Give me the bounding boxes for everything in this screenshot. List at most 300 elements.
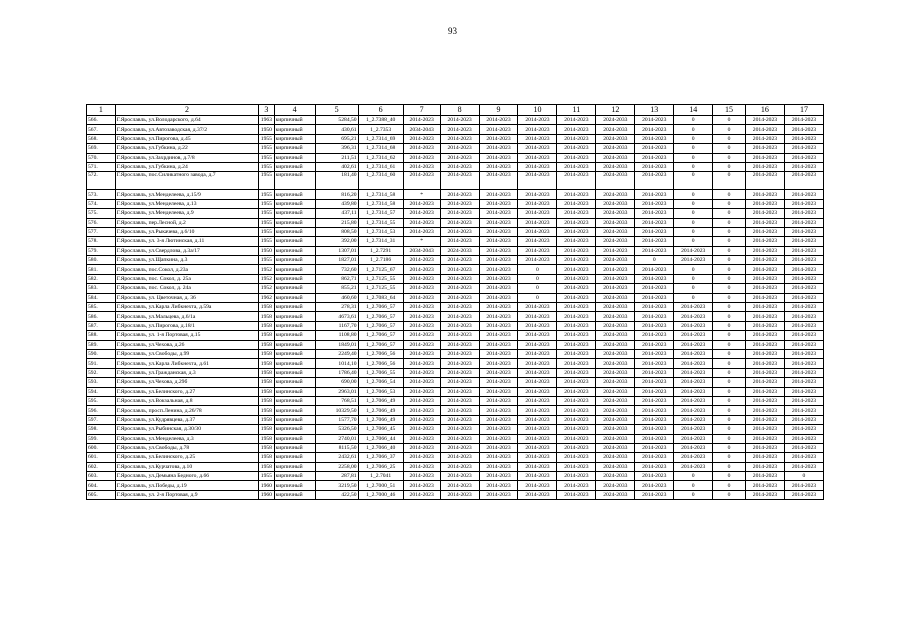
- table-cell: 592.: [87, 368, 116, 377]
- table-cell: 2014-2023: [557, 359, 596, 368]
- table-cell: 2014-2023: [479, 321, 518, 330]
- table-cell: 2014-2023: [557, 415, 596, 424]
- table-cell: Г.Ярославль, ул.Чехова, д.26: [115, 340, 259, 349]
- table-cell: 2014-2023: [479, 162, 518, 171]
- table-cell: 1014,10: [315, 359, 358, 368]
- table-cell: Г.Ярославль, ул.Победы, д.19: [115, 481, 259, 490]
- table-cell: 2014-2023: [440, 125, 479, 134]
- table-cell: *: [403, 190, 440, 199]
- table-cell: 2014-2023: [479, 415, 518, 424]
- table-cell: 2014-2023: [635, 116, 674, 125]
- table-cell: кирпичный: [274, 368, 315, 377]
- table-cell: 2014-2023: [440, 237, 479, 246]
- table-cell: 0: [713, 481, 746, 490]
- table-cell: 1_2.7083_64: [358, 293, 403, 302]
- table-cell: 1_2.7314_58: [358, 190, 403, 199]
- table-cell: 603.: [87, 472, 116, 481]
- table-cell: Г.Ярославль, ул.Менделеева, д.9: [115, 209, 259, 218]
- table-cell: Г.Ярославль, ул.Автозаводская, д.37/2: [115, 125, 259, 134]
- table-cell: 2014-2023: [745, 237, 784, 246]
- table-cell: Г.Ярославль, ул.Рыбинская, д.30/30: [115, 425, 259, 434]
- table-cell: 2024-2033: [596, 312, 635, 321]
- table-cell: 2014-2023: [518, 462, 557, 471]
- table-cell: 2014-2023: [557, 425, 596, 434]
- table-cell: 2014-2023: [440, 425, 479, 434]
- table-cell: 2014-2023: [403, 284, 440, 293]
- table-cell: 1827,01: [315, 256, 358, 265]
- table-cell: 5284,50: [315, 116, 358, 125]
- table-cell: 2014-2023: [440, 321, 479, 330]
- table-cell: 2014-2023: [440, 227, 479, 236]
- table-cell: 1958: [259, 387, 274, 396]
- table-cell: 2014-2023: [557, 172, 596, 190]
- table-cell: Г.Ярославль, ул.Володарского, д.64: [115, 116, 259, 125]
- table-cell: кирпичный: [274, 462, 315, 471]
- table-cell: 1958: [259, 378, 274, 387]
- table-cell: 2014-2023: [557, 274, 596, 283]
- table-cell: 2014-2023: [784, 368, 823, 377]
- table-cell: 2014-2023: [479, 218, 518, 227]
- table-cell: 578.: [87, 237, 116, 246]
- table-cell: 2014-2023: [440, 284, 479, 293]
- table-cell: 2014-2023: [403, 293, 440, 302]
- table-cell: 2014-2023: [440, 359, 479, 368]
- table-cell: 2034-2043: [403, 125, 440, 134]
- table-cell: 1955: [259, 256, 274, 265]
- table-cell: 0: [674, 153, 713, 162]
- table-cell: 2014-2023: [635, 190, 674, 199]
- table-cell: 2014-2023: [745, 209, 784, 218]
- table-cell: 570.: [87, 153, 116, 162]
- table-cell: 2014-2023: [596, 274, 635, 283]
- table-cell: 695,21: [315, 134, 358, 143]
- table-cell: 2014-2023: [557, 284, 596, 293]
- table-cell: 2014-2023: [557, 368, 596, 377]
- table-cell: 2014-2023: [635, 265, 674, 274]
- table-cell: 602.: [87, 462, 116, 471]
- table-cell: Г.Ярославль, ул.Курчатова, д.10: [115, 462, 259, 471]
- table-cell: 0: [713, 162, 746, 171]
- table-cell: 2014-2023: [403, 331, 440, 340]
- table-cell: 2014-2023: [403, 172, 440, 190]
- table-cell: 2014-2023: [557, 227, 596, 236]
- table-cell: 278,31: [315, 303, 358, 312]
- table-cell: Г.Ярославль, ул.Свободы, д.99: [115, 349, 259, 358]
- table-cell: 0: [674, 144, 713, 153]
- table-cell: 586.: [87, 312, 116, 321]
- table-cell: 2014-2023: [784, 199, 823, 208]
- table-cell: Г.Ярославль, ул.Белинского, д.27: [115, 387, 259, 396]
- table-cell: кирпичный: [274, 265, 315, 274]
- table-cell: 2014-2023: [745, 331, 784, 340]
- table-cell: *: [403, 237, 440, 246]
- table-cell: 2014-2023: [674, 349, 713, 358]
- table-row: [87, 227, 824, 236]
- table-cell: 600.: [87, 443, 116, 452]
- table-row: [87, 153, 824, 162]
- table-cell: 2014-2023: [557, 331, 596, 340]
- table-cell: 2014-2023: [479, 274, 518, 283]
- table-cell: 2014-2023: [557, 153, 596, 162]
- table-cell: кирпичный: [274, 218, 315, 227]
- table-cell: 2014-2023: [403, 462, 440, 471]
- table-row: [87, 415, 824, 424]
- table-cell: 2014-2023: [784, 125, 823, 134]
- table-cell: 2014-2023: [635, 162, 674, 171]
- table-cell: 1955: [259, 190, 274, 199]
- table-row: [87, 190, 824, 199]
- column-header: 10: [518, 105, 557, 116]
- table-cell: 2014-2023: [479, 237, 518, 246]
- table-cell: 2014-2023: [440, 134, 479, 143]
- table-cell: 0: [518, 274, 557, 283]
- table-row: [87, 425, 824, 434]
- table-row: [87, 443, 824, 452]
- table-cell: 2014-2023: [403, 387, 440, 396]
- table-cell: 2014-2023: [403, 321, 440, 330]
- table-row: [87, 116, 824, 125]
- table-cell: 2014-2023: [440, 274, 479, 283]
- table-cell: 2014-2023: [440, 340, 479, 349]
- column-header: 16: [745, 105, 784, 116]
- table-cell: 1_2.7314_58: [358, 199, 403, 208]
- table-cell: 2014-2023: [557, 116, 596, 125]
- table-cell: 2024-2033: [596, 434, 635, 443]
- table-cell: 1950: [259, 125, 274, 134]
- column-header: 7: [403, 105, 440, 116]
- column-header: 12: [596, 105, 635, 116]
- table-cell: 2014-2023: [403, 340, 440, 349]
- table-cell: 3219,50: [315, 481, 358, 490]
- table-cell: Г.Ярославль, пос. Сокол, д. 25а: [115, 274, 259, 283]
- table-cell: 2014-2023: [518, 321, 557, 330]
- table-cell: 2014-2023: [403, 256, 440, 265]
- table-cell: 2014-2023: [403, 406, 440, 415]
- table-cell: 580.: [87, 256, 116, 265]
- table-cell: 567.: [87, 125, 116, 134]
- table-cell: 2014-2023: [784, 490, 823, 499]
- table-cell: 2014-2023: [403, 490, 440, 499]
- table-cell: 2014-2023: [557, 378, 596, 387]
- table-cell: Г.Ярославль, ул.Гражданская, д.3: [115, 368, 259, 377]
- column-header: 17: [784, 105, 823, 116]
- table-cell: 0: [674, 293, 713, 302]
- housing-repair-table: [86, 104, 824, 500]
- table-cell: 2014-2023: [557, 199, 596, 208]
- table-cell: 594.: [87, 387, 116, 396]
- table-cell: 1955: [259, 144, 274, 153]
- table-cell: кирпичный: [274, 396, 315, 405]
- table-row: [87, 406, 824, 415]
- table-row: [87, 284, 824, 293]
- table-cell: 2432,61: [315, 453, 358, 462]
- table-row: [87, 134, 824, 143]
- table-cell: 392,00: [315, 237, 358, 246]
- table-cell: 0: [713, 265, 746, 274]
- table-cell: кирпичный: [274, 340, 315, 349]
- table-cell: 1958: [259, 331, 274, 340]
- table-cell: 2014-2023: [557, 462, 596, 471]
- table-cell: 0: [674, 481, 713, 490]
- table-row: [87, 162, 824, 171]
- table-cell: 437,11: [315, 209, 358, 218]
- table-cell: 2014-2023: [674, 331, 713, 340]
- table-cell: 2014-2023: [635, 368, 674, 377]
- table-cell: 2014-2023: [479, 359, 518, 368]
- table-cell: 1_2.7388_40: [358, 116, 403, 125]
- table-cell: 1_2.7186: [358, 256, 403, 265]
- table-cell: 1_2.7066_49: [358, 406, 403, 415]
- table-cell: 2014-2023: [403, 434, 440, 443]
- table-cell: 402,61: [315, 162, 358, 171]
- table-cell: 2014-2023: [745, 199, 784, 208]
- table-cell: 2014-2023: [635, 144, 674, 153]
- table-cell: 732,60: [315, 265, 358, 274]
- table-cell: 2024-2033: [596, 490, 635, 499]
- table-cell: 0: [713, 331, 746, 340]
- table-cell: 2963,01: [315, 387, 358, 396]
- table-cell: кирпичный: [274, 125, 315, 134]
- table-row: [87, 396, 824, 405]
- table-cell: 215,80: [315, 218, 358, 227]
- table-cell: 2014-2023: [518, 415, 557, 424]
- table-cell: 430,61: [315, 125, 358, 134]
- table-row: [87, 293, 824, 302]
- table-cell: 2024-2033: [596, 406, 635, 415]
- table-cell: 2024-2033: [596, 443, 635, 452]
- column-header: 15: [713, 105, 746, 116]
- table-cell: 2014-2023: [403, 378, 440, 387]
- table-cell: 2014-2023: [440, 303, 479, 312]
- table-cell: 2014-2023: [674, 359, 713, 368]
- table-cell: 2014-2023: [403, 472, 440, 481]
- table-cell: 0: [713, 284, 746, 293]
- table-cell: 2014-2023: [784, 284, 823, 293]
- table-cell: 2014-2023: [674, 387, 713, 396]
- table-cell: кирпичный: [274, 134, 315, 143]
- table-cell: 1_2.7125_67: [358, 265, 403, 274]
- table-cell: 0: [713, 425, 746, 434]
- table-cell: 1167,70: [315, 321, 358, 330]
- table-row: [87, 481, 824, 490]
- table-cell: 2014-2023: [518, 256, 557, 265]
- table-cell: Г.Ярославль, ул. 1-я Портовая, д.15: [115, 331, 259, 340]
- table-cell: кирпичный: [274, 246, 315, 255]
- table-cell: 2014-2023: [518, 312, 557, 321]
- table-cell: 2014-2023: [440, 144, 479, 153]
- table-cell: 2014-2023: [479, 387, 518, 396]
- table-cell: 2014-2023: [745, 453, 784, 462]
- table-cell: 569.: [87, 144, 116, 153]
- table-cell: 1958: [259, 462, 274, 471]
- table-cell: 0: [713, 144, 746, 153]
- table-cell: 2014-2023: [784, 227, 823, 236]
- table-cell: 2014-2023: [557, 218, 596, 227]
- table-cell: 2740,01: [315, 434, 358, 443]
- table-cell: 2014-2023: [745, 227, 784, 236]
- table-cell: 2014-2023: [784, 116, 823, 125]
- table-cell: 2014-2023: [674, 368, 713, 377]
- table-cell: 2014-2023: [518, 331, 557, 340]
- table-cell: 2014-2023: [518, 218, 557, 227]
- table-cell: 2014-2023: [479, 256, 518, 265]
- table-cell: Г.Ярославль, ул.Демьяна Бедного, д.66: [115, 472, 259, 481]
- header-row: [87, 105, 824, 116]
- table-cell: 2014-2023: [518, 162, 557, 171]
- table-cell: 0: [674, 218, 713, 227]
- table-cell: 2014-2023: [403, 227, 440, 236]
- table-cell: 2014-2023: [635, 199, 674, 208]
- table-cell: 1958: [259, 415, 274, 424]
- table-cell: 2014-2023: [557, 256, 596, 265]
- table-cell: 2014-2023: [403, 453, 440, 462]
- table-cell: 2024-2033: [596, 340, 635, 349]
- table-cell: 2014-2023: [440, 190, 479, 199]
- table-cell: Г.Ярославль, ул.Мальцева, д.6/1а: [115, 312, 259, 321]
- table-row: [87, 349, 824, 358]
- table-cell: 2014-2023: [784, 321, 823, 330]
- table-cell: 2014-2023: [635, 321, 674, 330]
- table-cell: 2014-2023: [440, 162, 479, 171]
- table-cell: 1_2.7066_45: [358, 425, 403, 434]
- table-cell: 0: [713, 387, 746, 396]
- table-cell: 1955: [259, 134, 274, 143]
- table-cell: 2014-2023: [674, 256, 713, 265]
- table-cell: 2014-2023: [518, 125, 557, 134]
- table-cell: кирпичный: [274, 293, 315, 302]
- table-cell: 2014-2023: [784, 443, 823, 452]
- table-cell: 2014-2023: [403, 144, 440, 153]
- table-cell: 1_2.7041: [358, 472, 403, 481]
- table-cell: 2014-2023: [518, 144, 557, 153]
- table-cell: 0: [713, 321, 746, 330]
- table-row: [87, 172, 824, 190]
- table-cell: 2024-2033: [596, 321, 635, 330]
- table-cell: 2014-2023: [518, 199, 557, 208]
- table-cell: Г.Ярославль, ул.Губкина, д.24: [115, 162, 259, 171]
- table-row: [87, 246, 824, 255]
- table-cell: 566.: [87, 116, 116, 125]
- table-cell: 2014-2023: [518, 396, 557, 405]
- table-row: [87, 462, 824, 471]
- table-cell: 1_2.7314_31: [358, 237, 403, 246]
- table-cell: Г.Ярославль, ул.Менделеева, д.3: [115, 434, 259, 443]
- table-cell: 1_2.7066_25: [358, 462, 403, 471]
- table-cell: 2014-2023: [635, 153, 674, 162]
- table-cell: 2024-2033: [596, 153, 635, 162]
- table-cell: 2024-2033: [596, 378, 635, 387]
- table-cell: 2014-2023: [403, 349, 440, 358]
- table-cell: кирпичный: [274, 116, 315, 125]
- table-cell: 2014-2023: [403, 153, 440, 162]
- table-cell: 0: [713, 434, 746, 443]
- table-cell: кирпичный: [274, 312, 315, 321]
- table-cell: 0: [713, 462, 746, 471]
- table-cell: 2014-2023: [635, 415, 674, 424]
- table-cell: 2014-2023: [784, 331, 823, 340]
- table-cell: 0: [635, 256, 674, 265]
- table-cell: кирпичный: [274, 378, 315, 387]
- table-cell: кирпичный: [274, 453, 315, 462]
- table-cell: 0: [674, 227, 713, 236]
- table-cell: 2014-2023: [479, 472, 518, 481]
- table-row: [87, 321, 824, 330]
- table-cell: 2014-2023: [635, 134, 674, 143]
- table-cell: 2014-2023: [745, 321, 784, 330]
- table-cell: 1955: [259, 153, 274, 162]
- table-cell: 2024-2033: [596, 209, 635, 218]
- table-cell: 2014-2023: [745, 312, 784, 321]
- table-cell: 2014-2023: [635, 425, 674, 434]
- table-cell: 2014-2023: [784, 209, 823, 218]
- table-cell: 2014-2023: [479, 331, 518, 340]
- table-cell: 0: [674, 284, 713, 293]
- table-cell: 2014-2023: [674, 443, 713, 452]
- table-cell: 2014-2023: [479, 144, 518, 153]
- table-cell: Г.Ярославль, ул.Захрдинов, д.7/8: [115, 153, 259, 162]
- table-cell: Г.Ярославль, ул.Менделеева, д.13: [115, 199, 259, 208]
- table-cell: 2014-2023: [403, 199, 440, 208]
- table-cell: 1960: [259, 490, 274, 499]
- table-cell: 0: [713, 134, 746, 143]
- table-cell: 2014-2023: [518, 425, 557, 434]
- table-cell: 2014-2023: [745, 246, 784, 255]
- table-cell: 1955: [259, 162, 274, 171]
- table-cell: 1_2.7066_54: [358, 378, 403, 387]
- table-cell: 0: [713, 209, 746, 218]
- table-cell: 0: [674, 116, 713, 125]
- table-cell: 2014-2023: [745, 293, 784, 302]
- table-cell: 2014-2023: [440, 256, 479, 265]
- table-cell: 2024-2033: [596, 237, 635, 246]
- table-cell: 2014-2023: [784, 293, 823, 302]
- table-cell: 2014-2023: [745, 387, 784, 396]
- table-cell: 0: [674, 199, 713, 208]
- table-cell: 2014-2023: [440, 378, 479, 387]
- table-cell: 1_2.7353: [358, 125, 403, 134]
- table-cell: 2014-2023: [635, 284, 674, 293]
- table-cell: 2014-2023: [745, 340, 784, 349]
- table-cell: 2014-2023: [674, 321, 713, 330]
- table-cell: 2014-2023: [784, 312, 823, 321]
- table-cell: кирпичный: [274, 490, 315, 499]
- table-cell: 0: [713, 349, 746, 358]
- table-cell: 2014-2023: [784, 387, 823, 396]
- table-cell: 582.: [87, 274, 116, 283]
- table-cell: 2014-2023: [557, 472, 596, 481]
- table-cell: 2014-2023: [635, 293, 674, 302]
- table-cell: 2014-2023: [784, 453, 823, 462]
- table-cell: 1950: [259, 246, 274, 255]
- table-cell: 0: [713, 125, 746, 134]
- table-cell: 2014-2023: [784, 153, 823, 162]
- table-row: [87, 209, 824, 218]
- table-cell: 2014-2023: [440, 462, 479, 471]
- table-cell: 2014-2023: [403, 481, 440, 490]
- table-cell: 579.: [87, 246, 116, 255]
- table-cell: 0: [518, 284, 557, 293]
- table-cell: 0: [713, 453, 746, 462]
- table-cell: кирпичный: [274, 190, 315, 199]
- table-cell: 0: [784, 472, 823, 481]
- table-cell: 2014-2023: [745, 218, 784, 227]
- table-cell: 0: [674, 490, 713, 499]
- table-cell: 2014-2023: [479, 190, 518, 199]
- table-cell: 2014-2023: [745, 162, 784, 171]
- table-cell: 2024-2033: [596, 359, 635, 368]
- table-cell: 2014-2023: [557, 125, 596, 134]
- table-cell: 2014-2023: [440, 490, 479, 499]
